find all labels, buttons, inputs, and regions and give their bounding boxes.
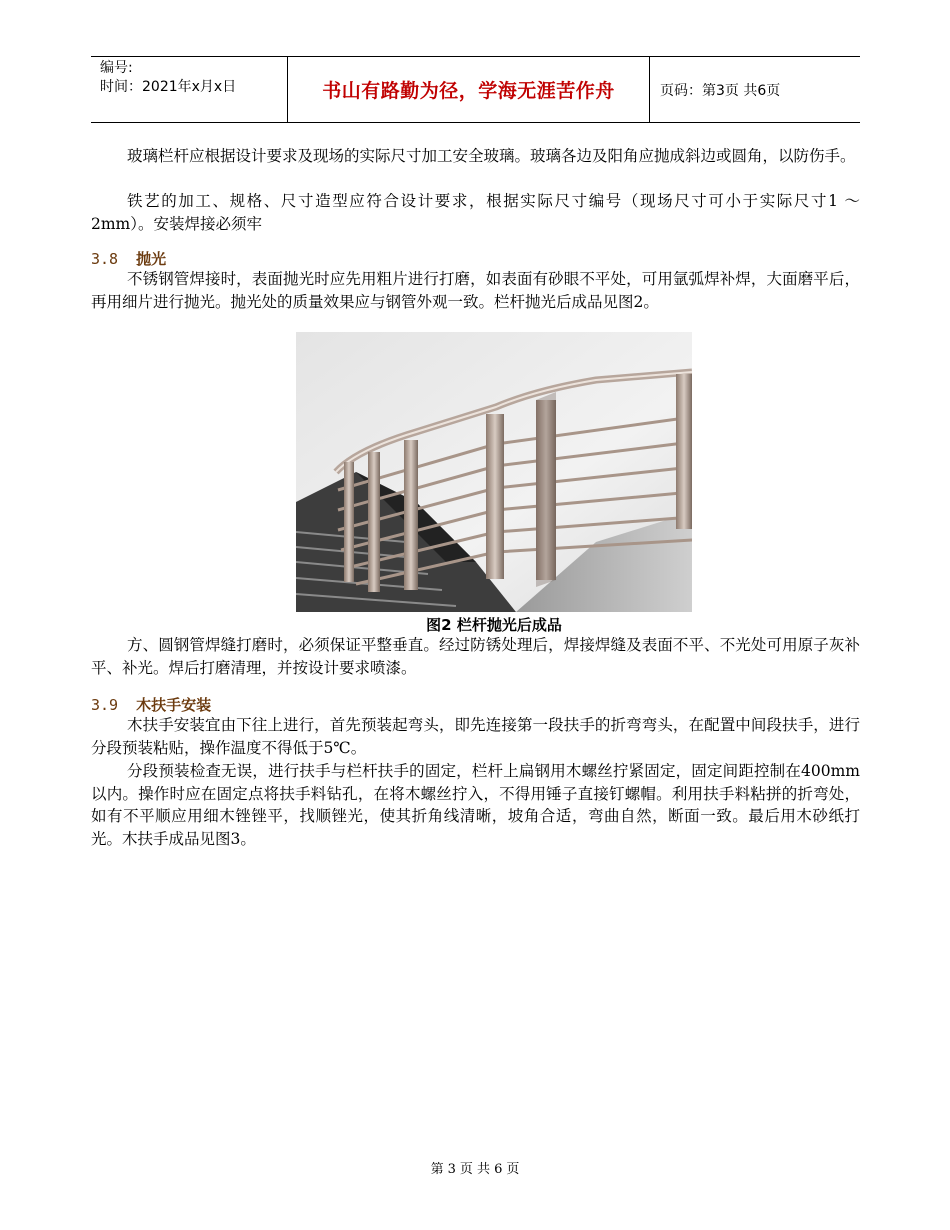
section-title: 抛光 (136, 250, 167, 268)
paragraph-welding-seam: 方、圆钢管焊缝打磨时，必须保证平整垂直。经过防锈处理后，焊接焊缝及表面不平、不光处可用原子灰补平、补光。焊后打磨清理，并按设计要求喷漆。 (91, 636, 860, 677)
section-number: 3.8 (91, 250, 119, 268)
document-time-label: 时间：2021年x月x日 (100, 79, 237, 95)
section-title: 木扶手安装 (136, 696, 212, 714)
section-number: 3.9 (91, 696, 119, 714)
footer-prefix: 第 (430, 1162, 444, 1177)
header-divider (649, 56, 650, 122)
footer-total-pages: 6 (494, 1162, 503, 1177)
section-heading-3-9 (91, 694, 211, 715)
header-bottom-rule (91, 122, 860, 123)
header-motto: 书山有路勤为径，学海无涯苦作舟 (322, 80, 615, 102)
footer-page-number: 3 (447, 1162, 456, 1177)
header-page-info: 页码：第3页 共6页 (660, 83, 781, 99)
paragraph-polishing: 不锈钢管焊接时，表面抛光时应先用粗片进行打磨，如表面有砂眼不平处，可用氩弧焊补焊，大面磨平后，再用细片进行抛光。抛光处的质量效果应与钢管外观一致。栏杆抛光后成品见图2。 (91, 270, 860, 311)
page-footer (0, 1158, 950, 1177)
paragraph-wood-handrail-fixing: 分段预装检查无误，进行扶手与栏杆扶手的固定，栏杆上扁钢用木螺丝拧紧固定，固定间距控制在400mm以内。操作时应在固定点将扶手料钻孔，在将木螺丝拧入，不得用锤子直接钉螺帽。利用扶手料粘拼的折弯处，如有不平顺应用细木锉锉平，找顺锉光，使其折角线清晰，坡角合适，弯曲自然，断面一致。最后用木砂纸打光。木扶手成品见图3。 (91, 762, 860, 848)
footer-suffix: 页 (506, 1162, 520, 1177)
header-meta (100, 59, 236, 97)
paragraph-iron-work: 铁艺的加工、规格、尺寸造型应符合设计要求，根据实际尺寸编号（现场尺寸可小于实际尺寸1 ～ 2mm）。安装焊接必须牢 (91, 192, 860, 233)
paragraph-glass-railing: 玻璃栏杆应根据设计要求及现场的实际尺寸加工安全玻璃。玻璃各边及阳角应抛成斜边或圆角，以防伤手。 (127, 147, 856, 165)
paragraph-wood-handrail-install: 木扶手安装宜由下往上进行，首先预装起弯头，即先连接第一段扶手的折弯弯头，在配置中间段扶手，进行分段预装粘贴，操作温度不得低于5℃。 (91, 716, 860, 757)
section-heading-3-8 (91, 248, 166, 269)
footer-mid: 页 共 (459, 1162, 491, 1177)
railing-photo (296, 332, 692, 612)
figure-caption: 图2 栏杆抛光后成品 (426, 616, 562, 634)
document-number-label: 编号: (100, 60, 133, 76)
header-top-rule (91, 56, 860, 57)
